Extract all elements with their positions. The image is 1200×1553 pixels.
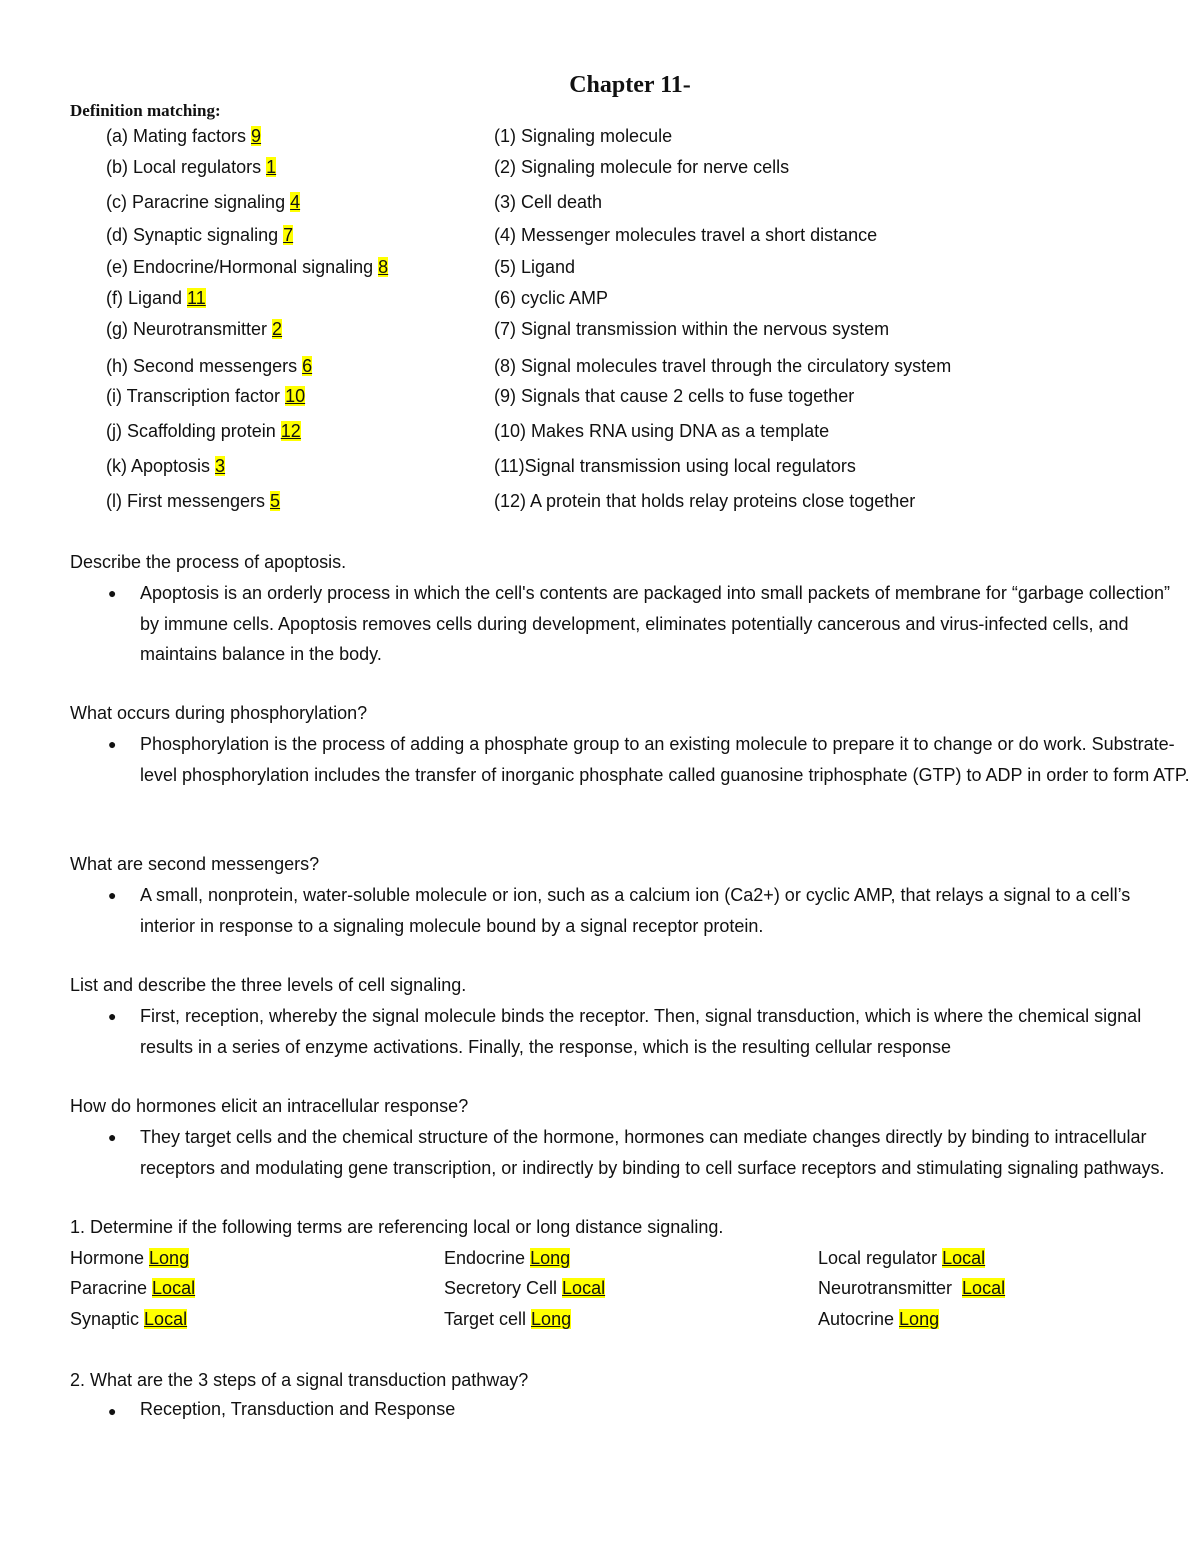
signal-term-synaptic: Synaptic Local — [70, 1309, 188, 1329]
match-definition-3: (3) Cell death — [494, 192, 603, 212]
match-definition-4: (4) Messenger molecules travel a short distance — [494, 225, 878, 245]
signal-term-secretory-cell: Secretory Cell Local — [444, 1278, 606, 1298]
match-definition-8: (8) Signal molecules travel through the circulatory system — [494, 356, 952, 376]
match-term-h: (h) Second messengers 6 — [106, 356, 313, 376]
signal-answer: Long — [149, 1248, 190, 1268]
match-term-a: (a) Mating factors 9 — [106, 126, 262, 146]
match-definition-1: (1) Signaling molecule — [494, 126, 673, 146]
question-2: 2. What are the 3 steps of a signal transduction pathway? — [70, 1370, 529, 1390]
match-answer: 7 — [283, 225, 294, 245]
signal-term-paracrine: Paracrine Local — [70, 1278, 196, 1298]
match-answer: 8 — [378, 257, 389, 277]
answer-cell-signaling-levels: First, reception, whereby the signal molecule binds the receptor. Then, signal transduction, which is where the chemical signal results in a series of enzyme activations. Finally, the response, which is the resulting cellular response — [140, 1006, 1142, 1057]
match-answer: 9 — [251, 126, 262, 146]
match-term-j: (j) Scaffolding protein 12 — [106, 421, 301, 441]
bullet-icon: ● — [108, 585, 117, 601]
answer-apoptosis: Apoptosis is an orderly process in which the cell's contents are packaged into small packets of membrane for “garbage collection” by immune cells. Apoptosis removes cells during development, eliminates potentially cancerous and virus-infected cells, and maintains balance in the body. — [140, 583, 1170, 664]
match-term-f: (f) Ligand 11 — [106, 288, 206, 308]
match-term-d: (d) Synaptic signaling 7 — [106, 225, 294, 245]
match-answer: 6 — [302, 356, 313, 376]
bullet-icon: ● — [108, 887, 117, 903]
question-1: 1. Determine if the following terms are referencing local or long distance signaling. — [70, 1217, 724, 1237]
bullet-icon: ● — [108, 1008, 117, 1024]
match-term-g: (g) Neurotransmitter 2 — [106, 319, 283, 339]
match-definition-5: (5) Ligand — [494, 257, 576, 277]
match-term-e: (e) Endocrine/Hormonal signaling 8 — [106, 257, 389, 277]
definition-matching-label: Definition matching: — [70, 101, 221, 120]
signal-answer: Long — [530, 1248, 571, 1268]
signal-answer: Local — [152, 1278, 196, 1298]
answer-phosphorylation: Phosphorylation is the process of adding a phosphate group to an existing molecule to prepare it to change or do work. Substrate-level phosphorylation includes the transfer of inorganic phosphate called guanosine triphosphate (GTP) to ADP in order to form ATP. — [140, 734, 1190, 785]
question-second-messengers: What are second messengers? — [70, 854, 320, 874]
signal-term-endocrine: Endocrine Long — [444, 1248, 571, 1268]
match-definition-12: (12) A protein that holds relay proteins close together — [494, 491, 916, 511]
match-term-c: (c) Paracrine signaling 4 — [106, 192, 301, 212]
match-answer: 3 — [215, 456, 226, 476]
question-phosphorylation: What occurs during phosphorylation? — [70, 703, 368, 723]
question-cell-signaling-levels: List and describe the three levels of cell signaling. — [70, 975, 467, 995]
match-answer: 2 — [272, 319, 283, 339]
answer-hormones: They target cells and the chemical structure of the hormone, hormones can mediate changes directly by binding to intracellular receptors and modulating gene transcription, or indirectly by binding to cell surface receptors and stimulating signaling pathways. — [140, 1127, 1165, 1178]
match-answer: 10 — [285, 386, 306, 406]
match-answer: 12 — [280, 421, 301, 441]
bullet-icon: ● — [108, 736, 117, 752]
signal-answer: Long — [531, 1309, 572, 1329]
signal-term-autocrine: Autocrine Long — [818, 1309, 940, 1329]
bullet-icon: ● — [108, 1129, 117, 1145]
match-term-l: (l) First messengers 5 — [106, 491, 281, 511]
match-term-k: (k) Apoptosis 3 — [106, 456, 226, 476]
match-term-b: (b) Local regulators 1 — [106, 157, 277, 177]
answer-2: Reception, Transduction and Response — [140, 1399, 456, 1419]
signal-answer: Local — [962, 1278, 1006, 1298]
signal-term-hormone: Hormone Long — [70, 1248, 190, 1268]
page-title: Chapter 11- — [569, 72, 691, 98]
match-definition-2: (2) Signaling molecule for nerve cells — [494, 157, 790, 177]
answer-second-messengers: A small, nonprotein, water-soluble molecule or ion, such as a calcium ion (Ca2+) or cyclic AMP, that relays a signal to a cell’s interior in response to a signaling molecule bound by a signal receptor protein. — [140, 885, 1131, 936]
signal-answer: Long — [899, 1309, 940, 1329]
match-definition-7: (7) Signal transmission within the nervous system — [494, 319, 890, 339]
match-answer: 5 — [270, 491, 281, 511]
signal-term-target-cell: Target cell Long — [444, 1309, 572, 1329]
signal-term-local-regulator: Local regulator Local — [818, 1248, 986, 1268]
match-definition-11: (11)Signal transmission using local regulators — [494, 456, 856, 476]
bullet-icon: ● — [108, 1403, 117, 1419]
signal-answer: Local — [942, 1248, 986, 1268]
match-answer: 4 — [290, 192, 301, 212]
match-answer: 11 — [187, 288, 206, 308]
match-answer: 1 — [266, 157, 277, 177]
match-definition-10: (10) Makes RNA using DNA as a template — [494, 421, 830, 441]
question-hormones: How do hormones elicit an intracellular response? — [70, 1096, 469, 1116]
signal-term-neurotransmitter: Neurotransmitter Local — [818, 1278, 1006, 1298]
match-definition-9: (9) Signals that cause 2 cells to fuse together — [494, 386, 855, 406]
match-definition-6: (6) cyclic AMP — [494, 288, 609, 308]
match-term-i: (i) Transcription factor 10 — [106, 386, 306, 406]
signal-answer: Local — [562, 1278, 606, 1298]
question-apoptosis: Describe the process of apoptosis. — [70, 552, 347, 572]
signal-answer: Local — [144, 1309, 188, 1329]
